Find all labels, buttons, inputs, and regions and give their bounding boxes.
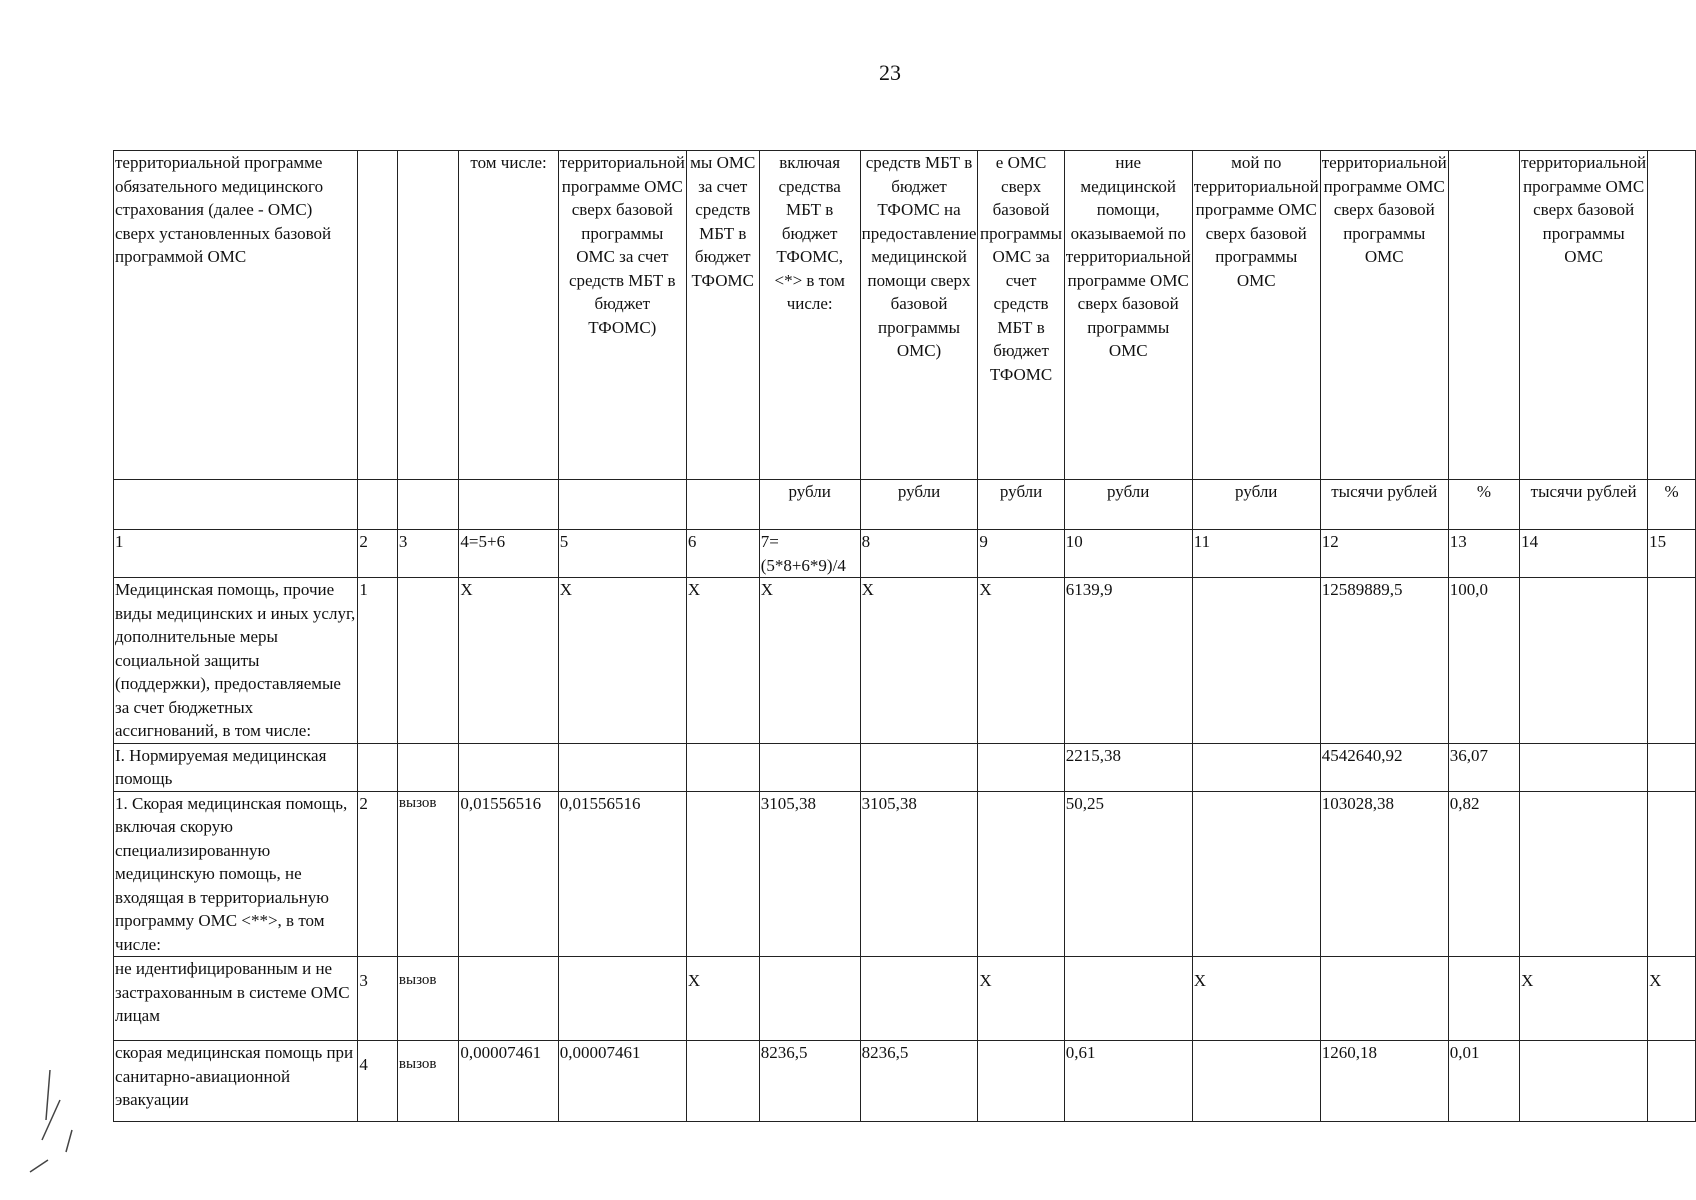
row-value-c10: 0,61 [1064,1041,1192,1122]
row-value-c12: 4542640,92 [1320,743,1448,791]
unit-cell-11: рубли [1192,480,1320,530]
header-cell-13 [1448,151,1519,480]
row-value-c10: 50,25 [1064,791,1192,957]
column-number-row [114,530,1696,578]
row-value-c9 [978,743,1064,791]
scan-artifact-marks [20,1060,100,1180]
unit-cell-1 [114,480,358,530]
column-number: 10 [1064,530,1192,578]
row-value-c11 [1192,1041,1320,1122]
unit-cell-15: % [1648,480,1696,530]
row-unit: вызов [397,791,459,957]
row-value-c6 [686,1041,759,1122]
header-cell-11: мой по территориальной программе ОМС сверх базовой программы ОМС [1192,151,1320,480]
column-number: 11 [1192,530,1320,578]
row-value-c5: Х [558,578,686,744]
row-value-c14: Х [1520,957,1648,1041]
row-value-c9: Х [978,957,1064,1041]
row-value-c12 [1320,957,1448,1041]
row-value-c13 [1448,957,1519,1041]
unit-cell-5 [558,480,686,530]
row-value-c15 [1648,1041,1696,1122]
row-value-c5 [558,743,686,791]
row-value-c8 [860,743,978,791]
column-number: 9 [978,530,1064,578]
units-row [114,480,1696,530]
row-value-c14 [1520,743,1648,791]
row-value-c15 [1648,791,1696,957]
row-value-c4: 0,00007461 [459,1041,558,1122]
row-value-c11 [1192,791,1320,957]
unit-cell-4 [459,480,558,530]
column-number: 6 [686,530,759,578]
row-value-c9 [978,1041,1064,1122]
column-number: 12 [1320,530,1448,578]
unit-cell-10: рубли [1064,480,1192,530]
row-line-number [358,743,398,791]
row-value-c8: Х [860,578,978,744]
row-value-c8 [860,957,978,1041]
header-cell-4: том числе: [459,151,558,480]
row-value-c10 [1064,957,1192,1041]
row-value-c5: 0,00007461 [558,1041,686,1122]
row-value-c13: 0,01 [1448,1041,1519,1122]
column-number: 15 [1648,530,1696,578]
row-value-c6 [686,791,759,957]
header-cell-1: территориальной программе обязательного медицинского страхования (далее - ОМС) сверх установленных базовой программой ОМС [114,151,358,480]
unit-cell-7: рубли [759,480,860,530]
unit-cell-14: тысячи рублей [1520,480,1648,530]
row-value-c4: 0,01556516 [459,791,558,957]
row-line-number: 2 [358,791,398,957]
row-unit: вызов [397,1041,459,1122]
row-value-c12: 1260,18 [1320,1041,1448,1122]
row-value-c9: Х [978,578,1064,744]
row-name: скорая медицинская помощь при санитарно-авиационной эвакуации [114,1041,358,1122]
row-unit: вызов [397,957,459,1041]
column-number: 14 [1520,530,1648,578]
row-value-c7 [759,957,860,1041]
row-value-c15 [1648,578,1696,744]
header-cell-7: включая средства МБТ в бюджет ТФОМС, <*> в том числе: [759,151,860,480]
row-value-c8: 3105,38 [860,791,978,957]
row-line-number: 1 [358,578,398,744]
header-cell-15 [1648,151,1696,480]
row-value-c4: Х [459,578,558,744]
financing-table [113,150,1696,1122]
table-row [114,743,1696,791]
row-value-c5 [558,957,686,1041]
row-value-c10: 2215,38 [1064,743,1192,791]
row-name: 1. Скорая медицинская помощь, включая скорую специализированную медицинскую помощь, не входящая в территориальную программу ОМС <**>, в том числе: [114,791,358,957]
row-value-c13: 100,0 [1448,578,1519,744]
header-cell-2 [358,151,398,480]
column-number: 5 [558,530,686,578]
table-row [114,957,1696,1041]
row-line-number: 3 [358,957,398,1041]
row-value-c10: 6139,9 [1064,578,1192,744]
row-value-c6: Х [686,578,759,744]
row-value-c6: Х [686,957,759,1041]
header-cell-10: ние медицинской помощи, оказываемой по территориальной программе ОМС сверх базовой программы ОМС [1064,151,1192,480]
row-value-c12: 12589889,5 [1320,578,1448,744]
row-value-c6 [686,743,759,791]
row-value-c5: 0,01556516 [558,791,686,957]
row-value-c15: Х [1648,957,1696,1041]
unit-cell-9: рубли [978,480,1064,530]
row-value-c13: 0,82 [1448,791,1519,957]
row-value-c4 [459,957,558,1041]
row-unit [397,578,459,744]
header-cell-9: е ОМС сверх базовой программы ОМС за счет средств МБТ в бюджет ТФОМС [978,151,1064,480]
header-cell-14: территориальной программе ОМС сверх базовой программы ОМС [1520,151,1648,480]
row-name: не идентифицированным и не застрахованным в системе ОМС лицам [114,957,358,1041]
page-number: 23 [879,60,901,85]
column-number: 3 [397,530,459,578]
column-number: 7= (5*8+6*9)/4 [759,530,860,578]
unit-cell-3 [397,480,459,530]
column-number: 2 [358,530,398,578]
row-value-c14 [1520,578,1648,744]
row-value-c4 [459,743,558,791]
row-value-c13: 36,07 [1448,743,1519,791]
unit-cell-12: тысячи рублей [1320,480,1448,530]
table-row [114,578,1696,744]
row-value-c15 [1648,743,1696,791]
row-value-c7: Х [759,578,860,744]
unit-cell-13: % [1448,480,1519,530]
column-number: 13 [1448,530,1519,578]
row-value-c11: Х [1192,957,1320,1041]
unit-cell-2 [358,480,398,530]
row-value-c8: 8236,5 [860,1041,978,1122]
row-value-c11 [1192,743,1320,791]
table-row [114,791,1696,957]
header-cell-12: территориальной программе ОМС сверх базовой программы ОМС [1320,151,1448,480]
row-value-c12: 103028,38 [1320,791,1448,957]
row-value-c14 [1520,1041,1648,1122]
header-row [114,151,1696,480]
row-value-c9 [978,791,1064,957]
row-value-c14 [1520,791,1648,957]
row-name: Медицинская помощь, прочие виды медицинских и иных услуг, дополнительные меры социальной защиты (поддержки), предоставляемые за счет бюджетных ассигнований, в том числе: [114,578,358,744]
row-value-c11 [1192,578,1320,744]
unit-cell-6 [686,480,759,530]
header-cell-8: средств МБТ в бюджет ТФОМС на предоставление медицинской помощи сверх базовой программы ОМС) [860,151,978,480]
column-number: 4=5+6 [459,530,558,578]
row-unit [397,743,459,791]
header-cell-6: мы ОМС за счет средств МБТ в бюджет ТФОМС [686,151,759,480]
row-line-number: 4 [358,1041,398,1122]
header-cell-3 [397,151,459,480]
unit-cell-8: рубли [860,480,978,530]
column-number: 8 [860,530,978,578]
column-number: 1 [114,530,358,578]
header-cell-5: территориальной программе ОМС сверх базовой программы ОМС за счет средств МБТ в бюджет ТФОМС) [558,151,686,480]
row-value-c7: 3105,38 [759,791,860,957]
row-name: I. Нормируемая медицинская помощь [114,743,358,791]
row-value-c7: 8236,5 [759,1041,860,1122]
table-row [114,1041,1696,1122]
row-value-c7 [759,743,860,791]
